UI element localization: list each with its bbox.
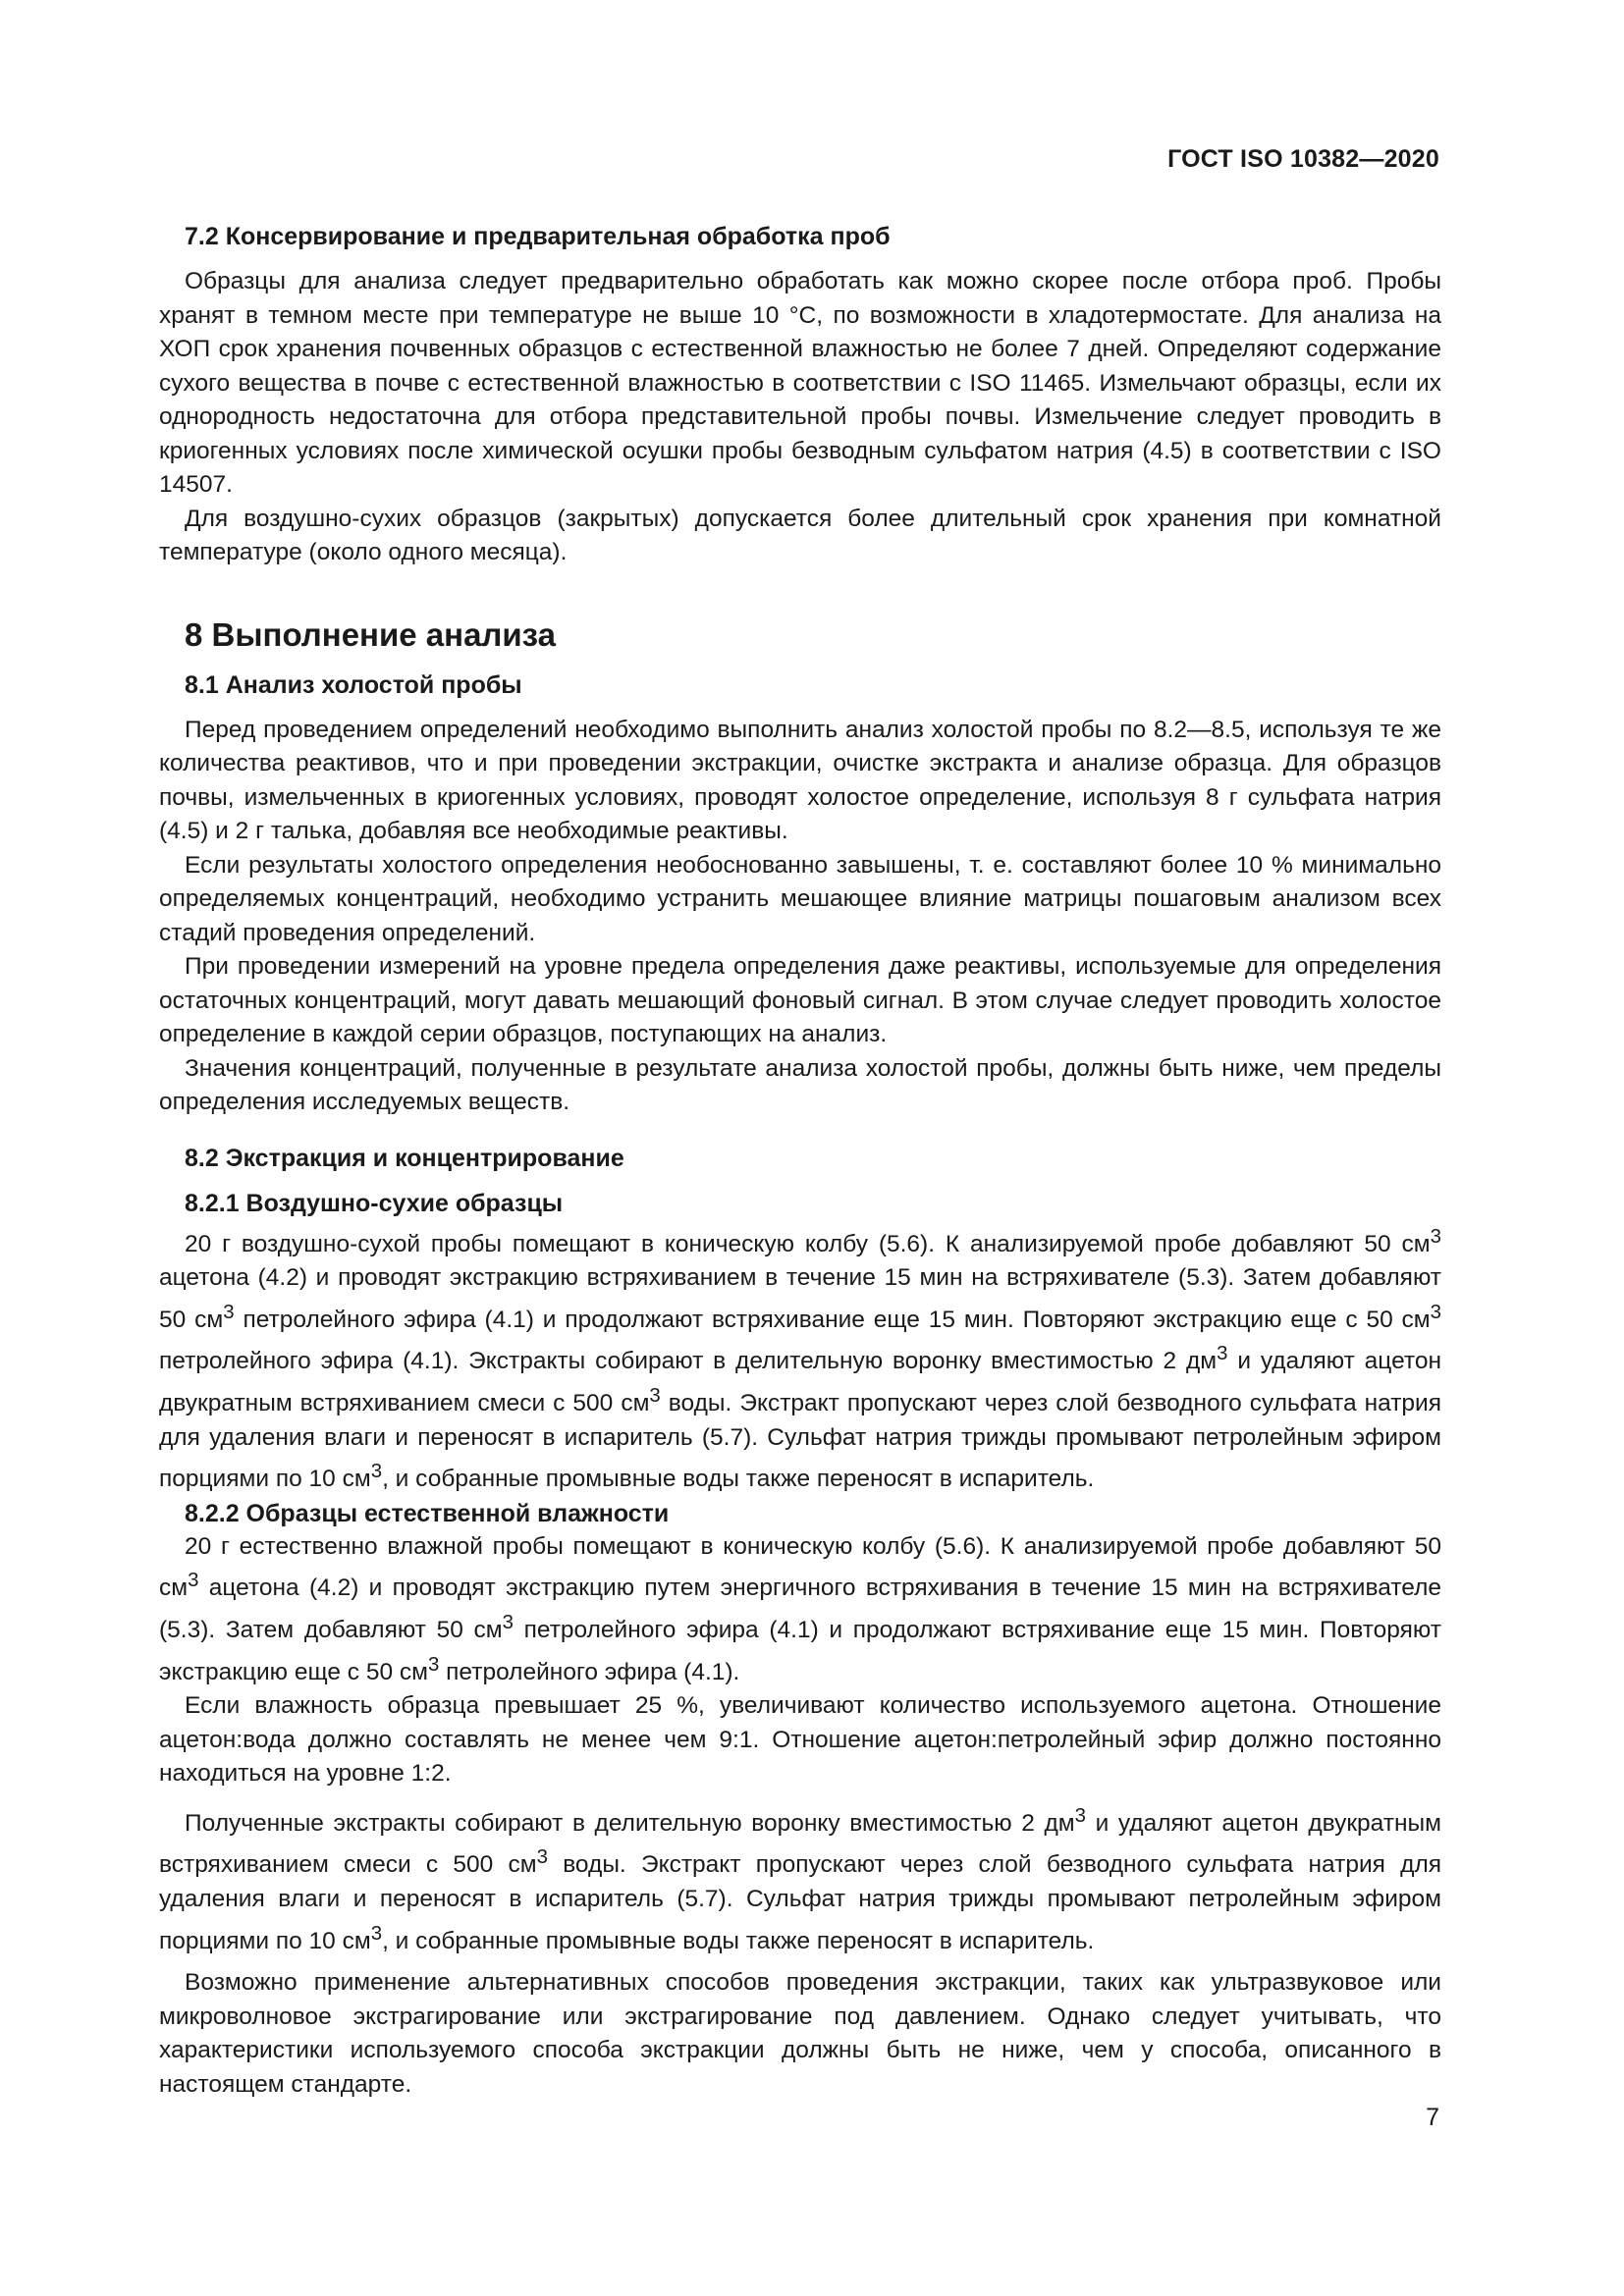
- section-8-2-2-paragraph: [159, 1530, 1441, 1689]
- superscript: 3: [1074, 1804, 1086, 1827]
- text-run: петролейного эфира (4.1). Экстракты собирают в делительную воронку вместимостью 2 дм: [159, 1348, 1218, 1375]
- section-8-1-title: 8.1 Анализ холостой пробы: [185, 670, 522, 699]
- text-run: петролейного эфира (4.1) и продолжают встряхивание еще 15 мин. Повторяют экстракцию еще с 50 см: [159, 1617, 1441, 1685]
- section-7-2-title: 7.2 Консервирование и предварительная обработка проб: [185, 223, 891, 250]
- text-run: петролейного эфира (4.1) и продолжают встряхивание еще 15 мин. Повторяют экстракцию еще с 50 см: [234, 1306, 1431, 1333]
- standard-header: ГОСТ ISO 10382—2020: [1167, 145, 1439, 173]
- text-run: 20 г естественно влажной пробы помещают в коническую колбу (5.6). К анализируемой пробе добавляют 50 см: [159, 1532, 1441, 1602]
- text-run: , и собранные промывные воды также переносят в испаритель.: [382, 1466, 1095, 1493]
- section-8-1-paragraph: Значения концентраций, полученные в результате анализа холостой пробы, должны быть ниже, чем пределы определения исследуемых веществ.: [159, 1054, 1441, 1115]
- text-run: и удаляют ацетон двукратным встряхиванием смеси с 500 см: [159, 1348, 1441, 1417]
- section-8-2-1-paragraph: [159, 1220, 1441, 1497]
- section-8-2-2-paragraph: [159, 1799, 1441, 1958]
- section-8-2-2-paragraph: Возможно применение альтернативных способов проведения экстракции, таких как ультразвуковое или микроволновое экстрагирование или экстрагирование под давлением. Однако следует учитывать, что характеристики используемого способа экстракции должны быть не ниже, чем у способа, описанного в настоящем стандарте.: [159, 1969, 1441, 2098]
- text-run: воды. Экстракт пропускают через слой безводного сульфата натрия для удаления влаги и переносят в испаритель (5.7). Сульфат натрия трижды промывают петролейным эфиром порциями по 10 см: [159, 1390, 1442, 1493]
- section-8-2-2-paragraph: Если влажность образца превышает 25 %, увеличивают количество используемого ацетона. Отношение ацетон:вода должно составлять не менее чем 9:1. Отношение ацетон:петролейный эфир должно постоянно находиться на уровне 1:2.: [159, 1692, 1441, 1788]
- text-run: 20 г воздушно-сухой пробы помещают в коническую колбу (5.6). К анализируемой пробе добавляют 50 см: [185, 1230, 1431, 1257]
- section-7-2-paragraph: Образцы для анализа следует предварительно обработать как можно скорее после отбора проб. Пробы хранят в темном месте при температуре не выше 10 °C, по возможности в хладотермостате. Для анализа на ХОП срок хранения почвенных образцов с естественной влажностью не более 7 дней. Определяют содержание сухого вещества в почве с естественной влажностью в соответствии с ISO 11465. Измельчают образцы, если их однородность недостаточна для отбора представительной пробы почвы. Измельчение следует проводить в криогенных условиях после химической осушки пробы безводным сульфатом натрия (4.5) в соответствии с ISO 14507.: [159, 268, 1441, 498]
- text-run: ацетона (4.2) и проводят экстракцию встряхиванием в течение 15 мин на встряхивателе (5.3). Затем добавляют 50 см: [159, 1264, 1441, 1333]
- section-8-title: 8 Выполнение анализа: [185, 615, 557, 653]
- section-8-1-paragraph: Перед проведением определений необходимо выполнить анализ холостой пробы по 8.2—8.5, используя те же количества реактивов, что и при проведении экстракции, очистке экстракта и анализе образца. Для образцов почвы, измельченных в криогенных условиях, проводят холостое определение, используя 8 г сульфата натрия (4.5) и 2 г талька, добавляя все необходимые реактивы.: [159, 716, 1441, 844]
- superscript: 3: [502, 1611, 514, 1633]
- text-run: , и собранные промывные воды также переносят в испаритель.: [382, 1927, 1095, 1954]
- text-run: воды. Экстракт пропускают через слой безводного сульфата натрия для удаления влаги и переносят в испаритель (5.7). Сульфат натрия трижды промывают петролейным эфиром порциями по 10 см: [159, 1851, 1442, 1954]
- superscript: 3: [536, 1846, 548, 1869]
- superscript: 3: [649, 1384, 661, 1407]
- text-run: ацетона (4.2) и проводят экстракцию путем энергичного встряхивания в течение 15 мин на встряхивателе (5.3). Затем добавляют 50 см: [159, 1575, 1441, 1644]
- section-8-1-paragraph: Если результаты холостого определения необоснованно завышены, т. е. составляют более 10 % минимально определяемых концентраций, необходимо устранить мешающее влияние матрицы пошаговым анализом всех стадий проведения определений.: [159, 851, 1441, 946]
- superscript: 3: [1217, 1343, 1228, 1365]
- text-run: Полученные экстракты собирают в делительную воронку вместимостью 2 дм: [185, 1809, 1075, 1837]
- section-8-2-title: 8.2 Экстракция и концентрирование: [185, 1144, 624, 1172]
- superscript: 3: [223, 1301, 235, 1323]
- superscript: 3: [1430, 1301, 1442, 1323]
- superscript: 3: [188, 1570, 199, 1592]
- text-run: петролейного эфира (4.1).: [439, 1658, 740, 1685]
- superscript: 3: [428, 1653, 440, 1676]
- page-number: 7: [1426, 2104, 1439, 2131]
- section-7-2-paragraph: Для воздушно-сухих образцов (закрытых) допускается более длительный срок хранения при комнатной температуре (около одного месяца).: [159, 505, 1441, 565]
- superscript: 3: [370, 1461, 383, 1483]
- superscript: 3: [1430, 1225, 1441, 1248]
- document-body: [159, 220, 1441, 2102]
- section-8-1-paragraph: При проведении измерений на уровне предела определения даже реактивы, используемые для определения остаточных концентраций, могут давать мешающий фоновый сигнал. В этом случае следует проводить холостое определение в каждой серии образцов, поступающих на анализ.: [159, 953, 1441, 1047]
- section-8-2-2-title: 8.2.2 Образцы естественной влажности: [185, 1499, 670, 1527]
- text-run: и удаляют ацетон двукратным встряхиванием смеси с 500 см: [159, 1809, 1441, 1879]
- superscript: 3: [370, 1922, 383, 1945]
- section-8-2-1-title: 8.2.1 Воздушно-сухие образцы: [185, 1189, 564, 1217]
